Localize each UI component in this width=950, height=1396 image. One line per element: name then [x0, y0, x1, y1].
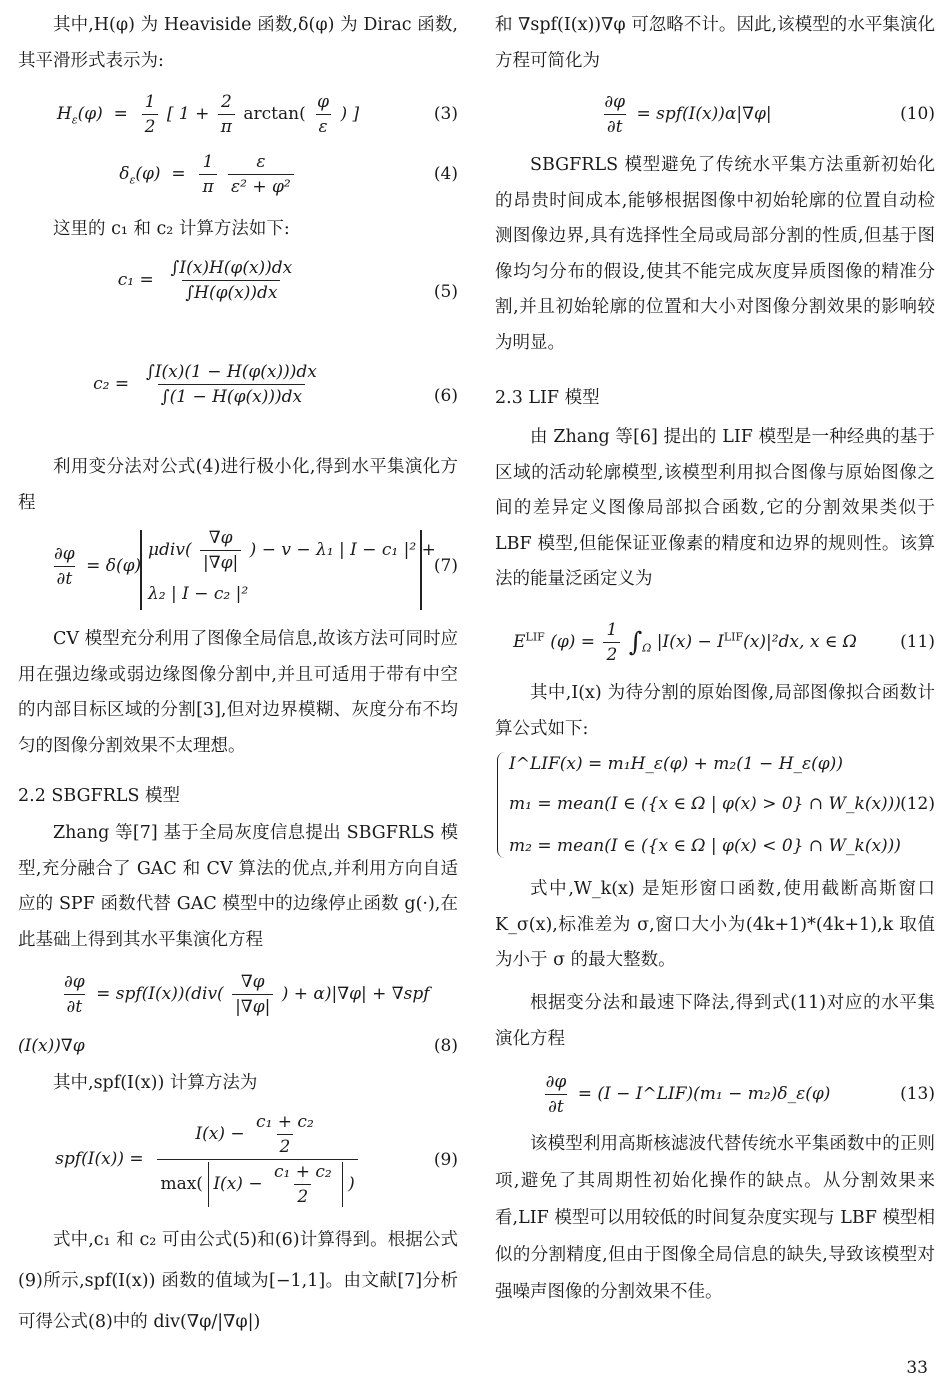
paragraph: 其中,I(x) 为待分割的原始图像,局部图像拟合函数计算公式如下: [495, 683, 935, 739]
paragraph: 和 ∇spf(I(x))∇φ 可忽略不计。因此,该模型的水平集演化方程可简化为 [495, 15, 935, 71]
equation-number: (9) [433, 1150, 458, 1170]
equation-number: (7) [433, 556, 458, 576]
paragraph: 利用变分法对公式(4)进行极小化,得到水平集演化方程 [18, 457, 458, 513]
brace [497, 752, 506, 858]
section-heading-2-2: 2.2 SBGFRLS 模型 [18, 786, 181, 806]
equation-number: (13) [900, 1084, 935, 1104]
paragraph: 其中,spf(I(x)) 计算方法为 [53, 1073, 258, 1093]
equation-6: c₂ = $\frac{\int I(x)(1 - H(\varphi(x)))dx}{\int(1 - H(\varphi(x)))dx}$ (6) [93, 362, 458, 407]
equation-12: I^LIF(x) = m₁H_ε(φ) + m₂(1 − H_ε(φ)) m₁ = mean(I ∈ ({x ∈ Ω | φ(x) > 0} ∩ W_k(x))) m₂ = mean(I ∈ ({x ∈ Ω | φ(x) < 0} ∩ W_k(x))) (12) [495, 752, 935, 862]
paragraph: 由 Zhang 等[6] 提出的 LIF 模型是一种经典的基于区域的活动轮廓模型,该模型利用拟合图像与原始图像之间的差异定义图像局部拟合函数,它的分割效果类似于 LBF 模型,但能保证亚像素的精度和边界的规则性。该算法的能量泛函定义为 [495, 427, 935, 589]
equation-number: (11) [900, 632, 935, 652]
equation-number: (10) [900, 104, 935, 124]
equation-3: $H_\varepsilon(\varphi)$ = $\frac{1}{2}$ [ 1 + $\frac{2}{\pi}$ arctan( $\frac{\varphi}{\varepsilon}$ ) ] (3) [56, 92, 458, 137]
equation-number: (12) [900, 794, 935, 814]
paragraph: Zhang 等[7] 基于全局灰度信息提出 SBGFRLS 模型,充分融合了 GAC 和 CV 算法的优点,并利用方向自适应的 SPF 函数代替 GAC 模型中的边缘停止函数 g(·),在此基础上得到其水平集演化方程 [18, 823, 458, 950]
equation-8: $\frac{\partial\varphi}{\partial t}$ = spf(I(x))(div( $\frac{\nabla\varphi}{|\nabla\varphi|}$ ) + α)|∇φ| + ∇spf (I(x))∇φ (8) [18, 972, 458, 1056]
page-number: 33 [906, 1358, 928, 1378]
equation-7: $\frac{\partial\varphi}{\partial t}$ = δ(φ) μdiv( $\frac{\nabla\varphi}{|\nabla\varphi|}$ ) − v − λ₁ | I − c₁ |² + λ₂ | I − c₂ |² (7) [18, 530, 458, 620]
equation-4: $\delta_\varepsilon(\varphi)$ = $\frac{1}{\pi}$ $\frac{\varepsilon}{\text{ε² + φ²}}$ (4) [119, 152, 458, 197]
paragraph: 该模型利用高斯核滤波代替传统水平集函数中的正则项,避免了其周期性初始化操作的缺点。从分割效果来看,LIF 模型可以用较低的时间复杂度实现与 LBF 模型相似的分割精度,但由于图像全局信息的缺失,导致该模型对强噪声图像的分割效果不佳。 [495, 1134, 935, 1302]
equation-number: (4) [433, 164, 458, 184]
bracket-matrix: μdiv( $\frac{\nabla\varphi}{|\nabla\varphi|}$ ) − v − λ₁ | I − c₁ |² + λ₂ | I − c₂ |² [140, 530, 422, 610]
equation-number: (8) [433, 1036, 458, 1056]
equation-5: c₁ = $\frac{\int I(x)H(\varphi(x))dx}{\int H(\varphi(x))dx}$ (5) [117, 258, 458, 303]
paragraph: CV 模型充分利用了图像全局信息,故该方法可同时应用在强边缘或弱边缘图像分割中,并且可适用于带有中空的内部目标区域的分割[3],但对边界模糊、灰度分布不均匀的图像分割效果不太理想。 [18, 629, 458, 756]
equation-number: (3) [433, 104, 458, 124]
paragraph: 这里的 c₁ 和 c₂ 计算方法如下: [53, 219, 290, 239]
equation-11: $E^{LIF}$ (φ) = $\frac{1}{2}$ $\int_\Omega$ $|I(x) - I^{LIF}(x)|^2dx$, x ∈ Ω (11) [513, 620, 935, 665]
paragraph: SBGFRLS 模型避免了传统水平集方法重新初始化的昂贵时间成本,能够根据图像中初始轮廓的位置自动检测图像边界,具有选择性全局或局部分割的性质,但基于图像均匀分布的假设,使其不能完成灰度异质图像的精准分割,并且初始轮廓的位置和大小对图像分割效果的影响较为明显。 [495, 155, 935, 353]
equation-9: spf(I(x)) = I(x) − $\frac{\text{c₁ + c₂}}{2}$ max( I(x) − $\frac{\text{c₁ + c₂}}{2}$ ) (9) [55, 1112, 458, 1207]
equation-number: (5) [433, 282, 458, 302]
equation-10: $\frac{\partial\varphi}{\partial t}$ = spf(I(x))α|∇φ| (10) [604, 92, 935, 137]
paragraph: 式中,W_k(x) 是矩形窗口函数,使用截断高斯窗口 K_σ(x),标准差为 σ,窗口大小为(4k+1)*(4k+1),k 取值为小于 σ 的最大整数。 [495, 879, 935, 970]
paragraph: 其中,H(φ) 为 Heaviside 函数,δ(φ) 为 Dirac 函数,其平滑形式表示为: [18, 15, 458, 71]
paragraph: 根据变分法和最速下降法,得到式(11)对应的水平集演化方程 [495, 993, 935, 1049]
paragraph: 式中,c₁ 和 c₂ 可由公式(5)和(6)计算得到。根据公式(9)所示,spf(I(x)) 函数的值域为[−1,1]。由文献[7]分析可得公式(8)中的 div(∇φ/|∇φ|) [18, 1230, 458, 1332]
equation-13: $\frac{\partial\varphi}{\partial t}$ = (I − I^LIF)(m₁ − m₂)δ_ε(φ) (13) [545, 1072, 935, 1117]
equation-number: (6) [433, 386, 458, 406]
section-heading-2-3: 2.3 LIF 模型 [495, 388, 600, 408]
